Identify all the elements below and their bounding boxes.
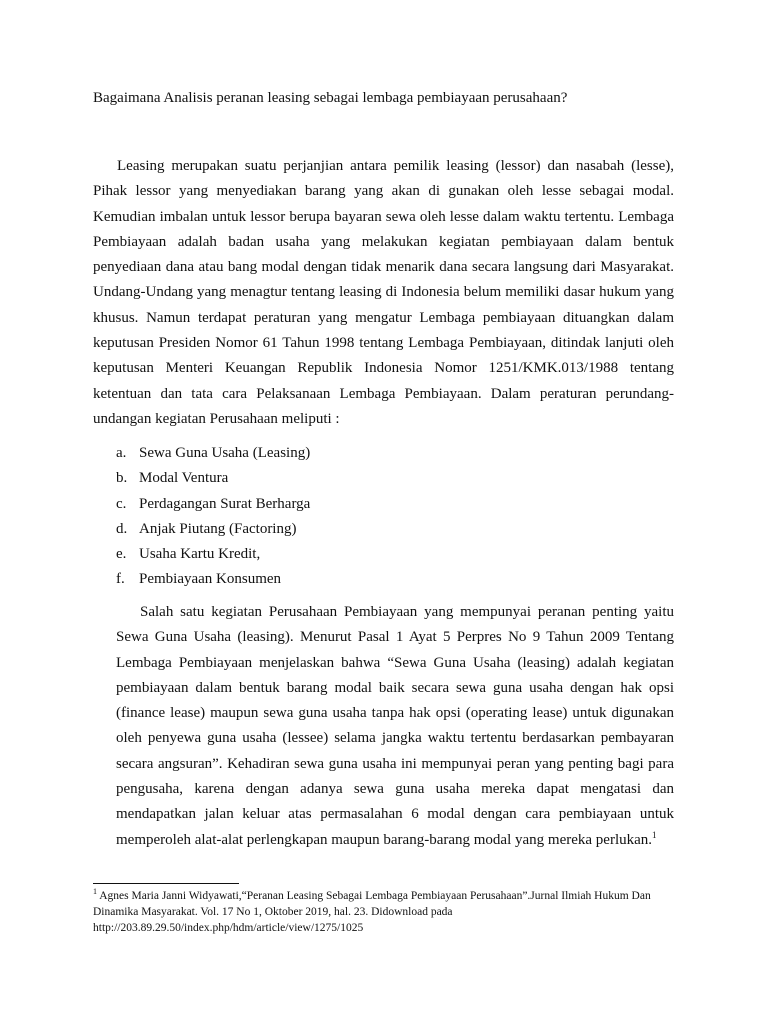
footnote-marker: 1	[93, 887, 97, 897]
question-heading: Bagaimana Analisis peranan leasing sebagai lembaga pembiayaan perusahaan?	[93, 90, 568, 106]
paragraph-sewa-guna-usaha-text: Salah satu kegiatan Perusahaan Pembiayaan yang mempunyai peranan penting yaitu Sewa Guna Usaha (leasing). Menurut Pasal 1 Ayat 5 Perpres No 9 Tahun 2009 Tentang Lembaga Pembiayaan menjelaskan bahwa “Sewa Guna Usaha (leasing) adalah kegiatan pembiayaan dalam bentuk barang modal baik secara sewa guna usaha dengan hak opsi (finance lease) maupun sewa guna usaha tanpa hak opsi (operating lease) untuk digunakan oleh penyewa guna usaha (lessee) selama jangka waktu tertentu berdasarkan pembayaran secara angsuran”. Kehadiran sewa guna usaha ini mempunyai peran yang penting bagi para pengusaha, karena dengan adanya sewa guna usaha mereka dapat mengatasi dan mendapatkan jalan keluar atas permasalahan 6 modal dengan cara pembiayaan untuk memperoleh alat-alat perlengkapan maupun barang-barang modal yang mereka perlukan.	[116, 604, 674, 848]
list-marker: e.	[116, 546, 127, 563]
footnote-text: Agnes Maria Janni Widyawati,“Peranan Leasing Sebagai Lembaga Pembiayaan Perusahaan”.Jurnal Ilmiah Hukum Dan Dinamika Masyarakat. Vol. 17 No 1, Oktober 2019, hal. 23. Didownload pada http://203.89.29.50/index.php/hdm/article/view/1275/1025	[93, 890, 651, 934]
list-item	[116, 517, 616, 542]
activities-list	[116, 441, 616, 593]
list-item	[116, 441, 616, 466]
paragraph-leasing-definition: Leasing merupakan suatu perjanjian antara pemilik leasing (lessor) dan nasabah (lesse), Pihak lessor yang menyediakan barang yang akan di gunakan oleh lesse sebagai modal. Kemudian imbalan untuk lessor berupa bayaran sewa oleh lesse dalam waktu tertentu. Lembaga Pembiayaan adalah badan usaha yang melakukan kegiatan pembiayaan dalam bentuk penyediaan dana atau bang modal dengan tidak menarik dana secara langsung dari Masyarakat. Undang-Undang yang menagtur tentang leasing di Indonesia belum memiliki dasar hukum yang khusus. Namun terdapat peraturan yang mengatur Lembaga pembiayaan dituangkan dalam keputusan Presiden Nomor 61 Tahun 1998 tentang Lembaga Pembiayaan, ditindak lanjuti oleh keputusan Menteri Keuangan Republik Indonesia Nomor 1251/KMK.013/1988 tentang ketentuan dan tata cara Pelaksanaan Lembaga Pembiayaan. Dalam peraturan perundang-undangan kegiatan Perusahaan meliputi :	[93, 158, 674, 427]
footnote-divider	[93, 883, 239, 884]
list-item-text: Anjak Piutang (Factoring)	[139, 520, 297, 537]
list-item-text: Modal Ventura	[139, 470, 229, 487]
list-marker: b.	[116, 470, 128, 487]
list-item	[116, 492, 616, 517]
list-marker: c.	[116, 495, 127, 512]
footnote-reference[interactable]: 1	[652, 829, 657, 840]
list-item-text: Sewa Guna Usaha (Leasing)	[139, 445, 311, 461]
footnote	[93, 888, 683, 936]
list-item	[116, 567, 616, 592]
list-item-text: Usaha Kartu Kredit,	[139, 546, 261, 563]
list-marker: d.	[116, 520, 128, 537]
list-item	[116, 542, 616, 567]
list-item-text: Perdagangan Surat Berharga	[139, 495, 311, 512]
list-marker: a.	[116, 445, 127, 461]
paragraph-sewa-guna-usaha	[116, 600, 674, 853]
list-item-text: Pembiayaan Konsumen	[139, 571, 282, 588]
list-item	[116, 466, 616, 491]
list-marker: f.	[116, 571, 125, 588]
